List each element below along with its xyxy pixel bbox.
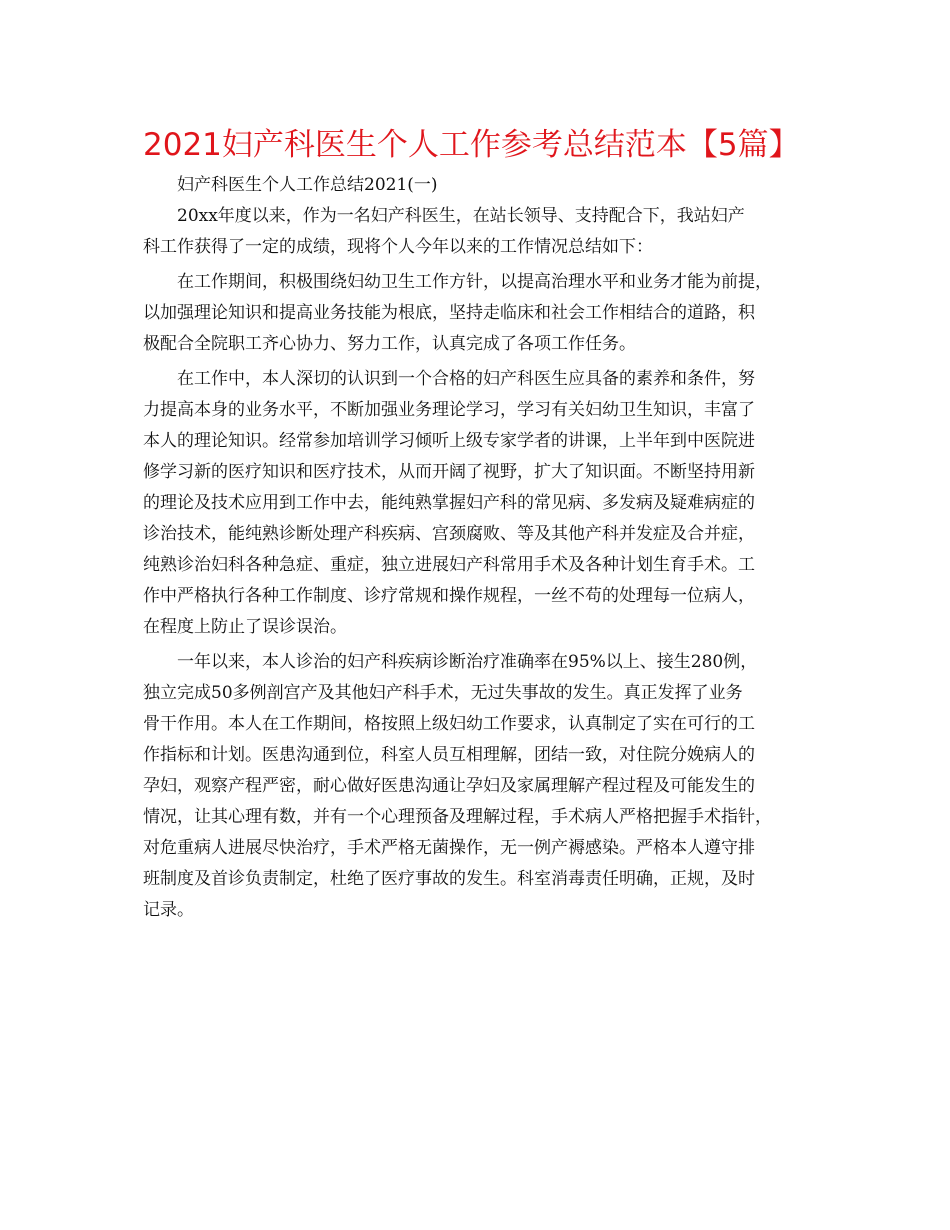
paragraph-line: 在程度上防止了误诊误治。 bbox=[143, 617, 347, 637]
paragraph-line: 作指标和计划。医患沟通到位，科室人员互相理解，团结一致，对住院分娩病人的 bbox=[143, 745, 755, 765]
paragraph-line: 情况，让其心理有数，并有一个心理预备及理解过程，手术病人严格把握手术指针， bbox=[143, 807, 772, 827]
paragraph bbox=[143, 201, 823, 263]
paragraph-line: 班制度及首诊负责制定，杜绝了医疗事故的发生。科室消毒责任明确，正规，及时 bbox=[143, 869, 755, 889]
paragraph-line: 骨干作用。本人在工作期间，格按照上级妇幼工作要求，认真制定了实在可行的工 bbox=[143, 714, 755, 734]
paragraph-line: 一年以来，本人诊治的妇产科疾病诊断治疗准确率在95%以上、接生280例， bbox=[177, 652, 758, 672]
paragraph bbox=[143, 647, 823, 926]
paragraph bbox=[143, 364, 823, 643]
paragraph-line: 在工作期间，积极围绕妇幼卫生工作方针，以提高治理水平和业务才能为前提， bbox=[177, 272, 772, 292]
paragraph-line: 20xx年度以来，作为一名妇产科医生，在站长领导、支持配合下，我站妇产 bbox=[177, 206, 745, 226]
document-body bbox=[143, 170, 823, 926]
paragraph-line: 纯熟诊治妇科各种急症、重症，独立进展妇产科常用手术及各种计划生育手术。工 bbox=[143, 555, 755, 575]
paragraph-line: 以加强理论知识和提高业务技能为根底，坚持走临床和社会工作相结合的道路，积 bbox=[143, 303, 755, 323]
paragraph-line: 记录。 bbox=[143, 900, 194, 920]
paragraph-line: 作中严格执行各种工作制度、诊疗常规和操作规程，一丝不苟的处理每一位病人， bbox=[143, 586, 755, 606]
paragraph-line: 力提高本身的业务水平，不断加强业务理论学习，学习有关妇幼卫生知识，丰富了 bbox=[143, 400, 755, 420]
document-title: 2021妇产科医生个人工作参考总结范本【5篇】 bbox=[143, 127, 800, 163]
paragraph-line: 独立完成50多例剖宫产及其他妇产科手术，无过失事故的发生。真正发挥了业务 bbox=[143, 683, 743, 703]
paragraph-line: 对危重病人进展尽快治疗，手术严格无菌操作，无一例产褥感染。严格本人遵守排 bbox=[143, 838, 755, 858]
paragraph-line: 孕妇，观察产程严密，耐心做好医患沟通让孕妇及家属理解产程过程及可能发生的 bbox=[143, 776, 755, 796]
paragraph-line: 科工作获得了一定的成绩，现将个人今年以来的工作情况总结如下： bbox=[143, 237, 653, 257]
paragraph-line: 在工作中，本人深切的认识到一个合格的妇产科医生应具备的素养和条件，努 bbox=[177, 369, 755, 389]
section-heading: 妇产科医生个人工作总结2021(一) bbox=[177, 175, 438, 195]
paragraph bbox=[143, 267, 823, 360]
paragraph-line: 修学习新的医疗知识和医疗技术，从而开阔了视野，扩大了知识面。不断坚持用新 bbox=[143, 462, 755, 482]
paragraph-line: 诊治技术，能纯熟诊断处理产科疾病、宫颈腐败、等及其他产科并发症及合并症， bbox=[143, 524, 755, 544]
paragraph-line: 极配合全院职工齐心协力、努力工作，认真完成了各项工作任务。 bbox=[143, 334, 636, 354]
paragraph-line: 的理论及技术应用到工作中去，能纯熟掌握妇产科的常见病、多发病及疑难病症的 bbox=[143, 493, 755, 513]
paragraph-line: 本人的理论知识。经常参加培训学习倾听上级专家学者的讲课，上半年到中医院进 bbox=[143, 431, 755, 451]
